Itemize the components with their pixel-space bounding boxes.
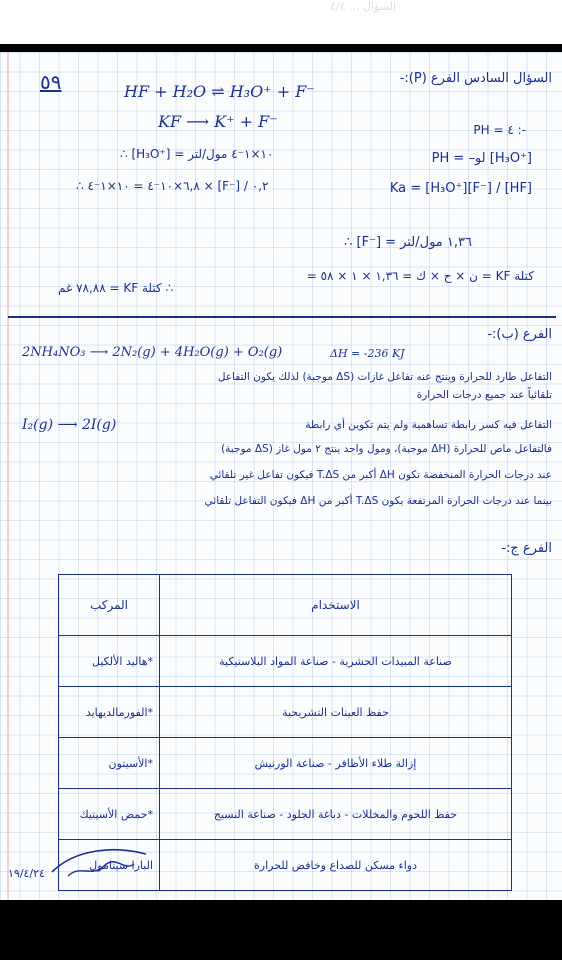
signature-mark (46, 842, 156, 886)
eq-dissociation: HF + H₂O ⇌ H₃O⁺ + F⁻ (124, 82, 315, 101)
table-header-row (59, 575, 512, 636)
cell-compound: *الأسيتون (59, 738, 160, 789)
header-usage: الاستخدام (160, 575, 512, 636)
eq-mass-kf: كتلة KF = ن × ح × ك = ١,٣٦ × ١ × ٥٨ = (306, 269, 534, 283)
part-c-label: الفرع ج:- (501, 541, 552, 556)
eq-ka-expr: Ka = [H₃O⁺][F⁻] / [HF] (389, 181, 532, 196)
notebook-page (0, 52, 562, 900)
part-b-line-2: تلقائياً عند جميع درجات الحرارة (416, 389, 552, 401)
eq-ka-sub: ∴ ٦,٨×١٠⁻٤ = ١٠×١⁻٤ × [F⁻] / ٠,٢ (76, 179, 269, 193)
part-b-line-1: التفاعل طارد للحرارة وينتج عنه تفاعل غازات (ΔS موجبة) لذلك يكون التفاعل (217, 371, 552, 383)
eq-ph-given: PH = ٤ :- (473, 123, 526, 137)
delta-h-value: ΔH = -236 KJ (330, 347, 405, 360)
cell-compound: *هاليد الألكيل (59, 636, 160, 687)
top-white-band (0, 0, 562, 44)
section-divider-1 (8, 316, 556, 318)
cell-usage: دواء مسكن للصداع وخافض للحرارة (160, 840, 512, 891)
part-b-label: الفرع (ب):- (487, 327, 552, 342)
cell-usage: إزالة طلاء الأظافر - صناعة الورنيش (160, 738, 512, 789)
reaction-ammonium-nitrate: 2NH₄NO₃ ⟶ 2N₂(g) + 4H₂O(g) + O₂(g) (22, 345, 283, 360)
cell-compound: *الفورمالديهايد (59, 687, 160, 738)
part-b-line-3: التفاعل فيه كسر رابطة تساهمية ولم يتم تكوين أي رابطة (305, 419, 552, 431)
reaction-iodine: I₂(g) ⟶ 2I(g) (22, 417, 117, 433)
eq-h3o-conc: ∴ [H₃O⁺] = ١٠×١⁻٤ مول/لتر (120, 147, 274, 161)
table-row (59, 636, 512, 687)
cell-usage: صناعة المبيدات الحشرية - صناعة المواد البلاستيكية (160, 636, 512, 687)
cell-usage: حفظ اللحوم والمخللات - دباغة الجلود - صناعة النسيج (160, 789, 512, 840)
eq-f-conc: ∴ [F⁻] = ١,٣٦ مول/لتر (344, 235, 472, 250)
page-number: ٥٩ (40, 70, 62, 94)
question-header: السؤال السادس الفرع (P):- (399, 71, 552, 86)
part-b-line-6: بينما عند درجات الحرارة المرتفعة يكون T.ΔS أكبر من ΔH فيكون التفاعل تلقائي (204, 495, 552, 507)
cell-usage: حفظ العينات التشريحية (160, 687, 512, 738)
part-b-line-4: فالتفاعل ماص للحرارة (ΔH موجبة)، ومول واحد ينتج ٢ مول غاز (ΔS موجبة) (221, 443, 552, 455)
bottom-black-band (0, 900, 562, 960)
signature-date: ١٩/٤/٢٤ (8, 867, 45, 880)
cell-compound: *حمض الأسيتيك (59, 789, 160, 840)
header-compound: المركب (59, 575, 160, 636)
table-row (59, 687, 512, 738)
faint-bleed-text: السؤال ... ٤/٤ (330, 0, 396, 13)
table-row (59, 738, 512, 789)
cell-compound: البارا سيتامول (59, 840, 160, 891)
part-b-line-5: عند درجات الحرارة المنخفضة تكون ΔH أكبر من T.ΔS فيكون تفاعل غير تلقائي (209, 469, 552, 481)
eq-salt: KF ⟶ K⁺ + F⁻ (158, 112, 278, 131)
table-row (59, 789, 512, 840)
eq-ph-relation: PH = –لو [H₃O⁺] (431, 151, 532, 166)
eq-mass-result: ∴ كتلة KF = ٧٨,٨٨ غم (58, 281, 174, 295)
